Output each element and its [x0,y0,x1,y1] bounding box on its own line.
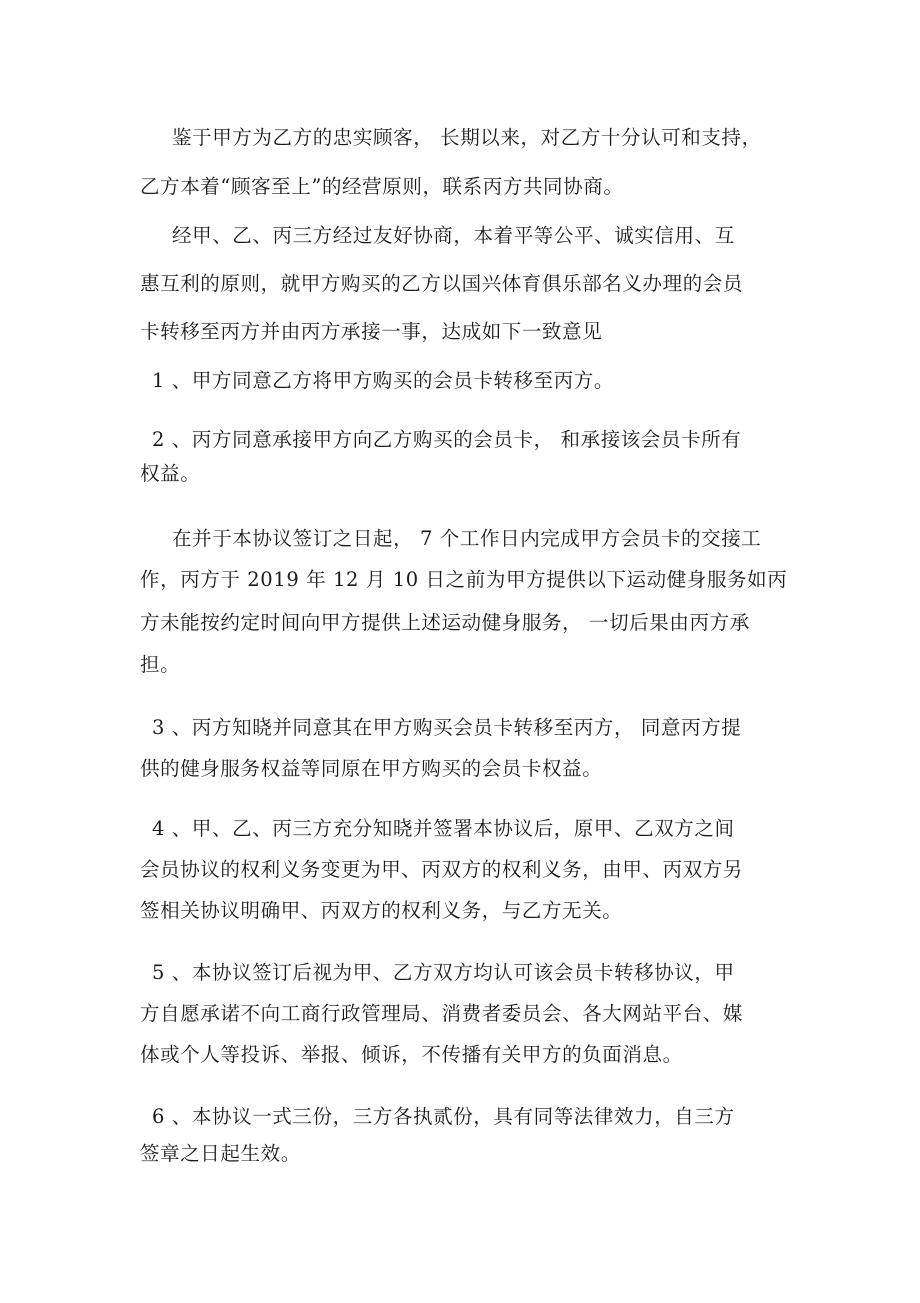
transfer-line-4: 担。 [140,653,181,676]
clause-6-line-2: 签章之日起生效。 [140,1142,301,1165]
clause-4-line-2: 会员协议的权利义务变更为甲、丙双方的权利义务，由甲、丙双方另 [140,858,744,881]
intro-line-2: 乙方本着“顾客至上”的经营原则，联系丙方共同协商。 [140,175,624,198]
clause-1-line-1: 1 、甲方同意乙方将甲方购买的会员卡转移至丙方。 [152,369,615,392]
clause-2-line-2: 权益。 [140,462,201,485]
clause-5-line-1: 5 、本协议签订后视为甲、乙方双方均认可该会员卡转移协议，甲 [152,961,735,984]
clause-5-line-3: 体或个人等投诉、举报、倾诉，不传播有关甲方的负面消息。 [140,1043,683,1066]
clause-5-line-2: 方自愿承诺不向工商行政管理局、消费者委员会、各大网站平台、媒 [140,1002,744,1025]
consensus-line-1: 经甲、乙、丙三方经过友好协商，本着平等公平、诚实信用、互 [172,224,735,247]
clause-3-line-2: 供的健身服务权益等同原在甲方购买的会员卡权益。 [140,757,603,780]
clause-6-line-1: 6 、本协议一式三份，三方各执贰份，具有同等法律效力，自三方 [152,1105,735,1128]
transfer-line-1: 在并于本协议签订之日起， 7 个工作日内完成甲方会员卡的交接工 [172,527,762,550]
transfer-line-3: 方未能按约定时间向甲方提供上述运动健身服务， 一切后果由丙方承 [140,611,750,634]
intro-line-1: 鉴于甲方为乙方的忠实顾客， 长期以来，对乙方十分认可和支持， [172,126,762,149]
transfer-line-2: 作，丙方于 2019 年 12 月 10 日之前为甲方提供以下运动健身服务如丙 [140,568,788,591]
consensus-line-3: 卡转移至丙方并由丙方承接一事，达成如下一致意见 [140,320,603,343]
clause-2-line-1: 2 、丙方同意承接甲方向乙方购买的会员卡， 和承接该会员卡所有 [152,428,742,451]
clause-4-line-3: 签相关协议明确甲、丙双方的权利义务，与乙方无关。 [140,899,623,922]
clause-4-line-1: 4 、甲、乙、丙三方充分知晓并签署本协议后，原甲、乙双方之间 [152,817,735,840]
consensus-line-2: 惠互利的原则，就甲方购买的乙方以国兴体育俱乐部名义办理的会员 [140,272,744,295]
clause-3-line-1: 3 、丙方知晓并同意其在甲方购买会员卡转移至丙方， 同意丙方提 [152,716,742,739]
